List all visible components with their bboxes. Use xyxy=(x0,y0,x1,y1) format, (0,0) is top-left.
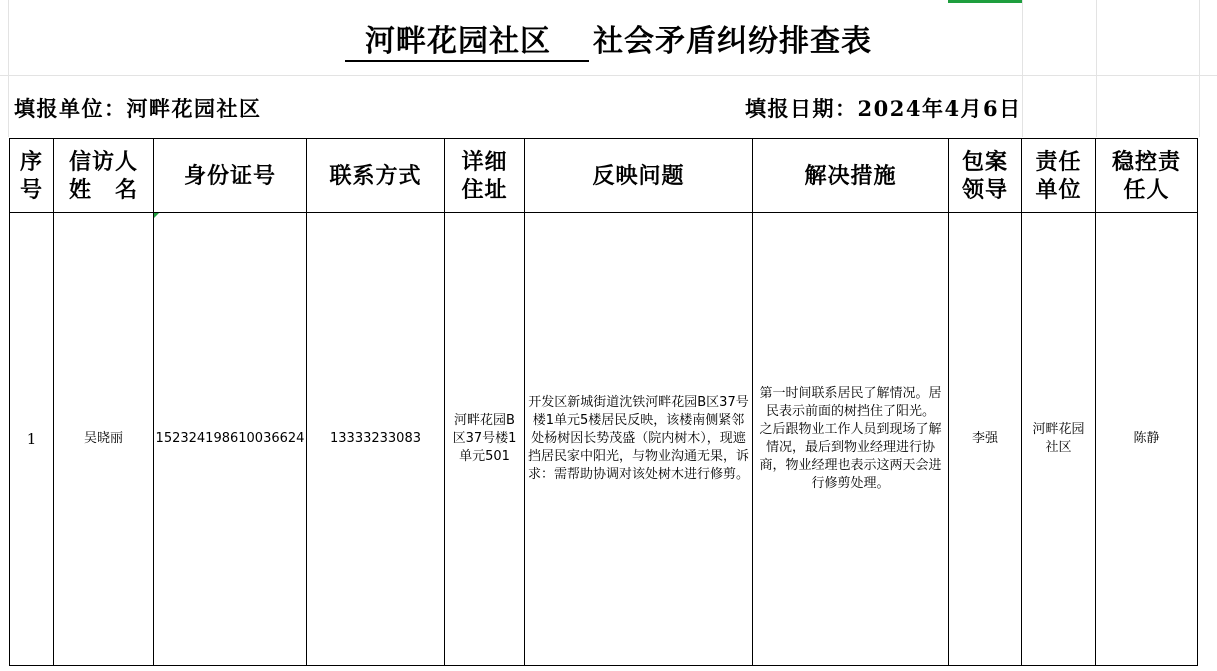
number-as-text-indicator xyxy=(154,213,159,218)
cell-unit[interactable] xyxy=(1022,213,1096,666)
header-unit[interactable]: 责任单位 xyxy=(1022,139,1096,213)
cell-measures-text-1: 第一时间联系居民了解情况。居民表示前面的树挡住了阳光。 xyxy=(759,386,942,419)
header-petitioner[interactable]: 信访人姓 名 xyxy=(54,139,154,213)
fill-date-cell[interactable]: 填报日期：2024年4月6日 xyxy=(745,96,1022,121)
cell-unit-text: 河畔花园社区 xyxy=(1032,422,1085,455)
cell-address-text: 河畔花园B区37号楼1单元501 xyxy=(452,413,517,464)
dispute-table xyxy=(9,138,1198,666)
cell-person-text: 陈静 xyxy=(1133,431,1160,446)
cell-index-text: 1 xyxy=(26,430,37,448)
header-issue[interactable]: 反映问题 xyxy=(525,139,753,213)
cell-issue[interactable] xyxy=(525,213,753,666)
cell-petitioner[interactable] xyxy=(54,213,154,666)
cell-petitioner-text: 吴晓丽 xyxy=(83,431,123,446)
selected-cell-marker xyxy=(948,0,1022,3)
cell-index[interactable] xyxy=(10,213,54,666)
cell-id-number-text: 152324198610036624 xyxy=(155,431,305,446)
cell-person[interactable] xyxy=(1096,213,1198,666)
header-address[interactable]: 详细住址 xyxy=(445,139,525,213)
cell-leader[interactable] xyxy=(949,213,1022,666)
gridline xyxy=(0,75,1217,76)
header-measures[interactable]: 解决措施 xyxy=(753,139,949,213)
sheet-title[interactable] xyxy=(0,18,1217,66)
cell-measures-text-2: 之后跟物业工作人员到现场了解情况，最后到物业经理进行协商，物业经理也表示这两天会进行修剪处理。 xyxy=(759,422,942,491)
fill-unit-cell[interactable]: 填报单位：河畔花园社区 xyxy=(14,96,262,121)
cell-address[interactable] xyxy=(445,213,525,666)
cell-measures[interactable] xyxy=(753,213,949,666)
header-id-number[interactable]: 身份证号 xyxy=(154,139,307,213)
table-row xyxy=(10,213,1198,666)
header-row xyxy=(10,139,1198,213)
header-leader[interactable]: 包案领导 xyxy=(949,139,1022,213)
cell-phone[interactable] xyxy=(307,213,445,666)
header-phone[interactable]: 联系方式 xyxy=(307,139,445,213)
cell-id-number[interactable] xyxy=(154,213,307,666)
title-community: 河畔花园社区 xyxy=(345,24,589,62)
header-index[interactable]: 序号 xyxy=(10,139,54,213)
title-name: 社会矛盾纠纷排查表 xyxy=(593,24,872,59)
cell-leader-text: 李强 xyxy=(971,431,998,446)
cell-phone-text: 13333233083 xyxy=(330,431,421,446)
header-person[interactable]: 稳控责任人 xyxy=(1096,139,1198,213)
cell-issue-text: 开发区新城街道沈铁河畔花园B区37号楼1单元5楼居民反映，该楼南侧紧邻处杨树因长势茂盛（院内树木），现遮挡居民家中阳光，与物业沟通无果，诉求：需帮助协调对该处树木进行修剪。 xyxy=(528,395,750,482)
